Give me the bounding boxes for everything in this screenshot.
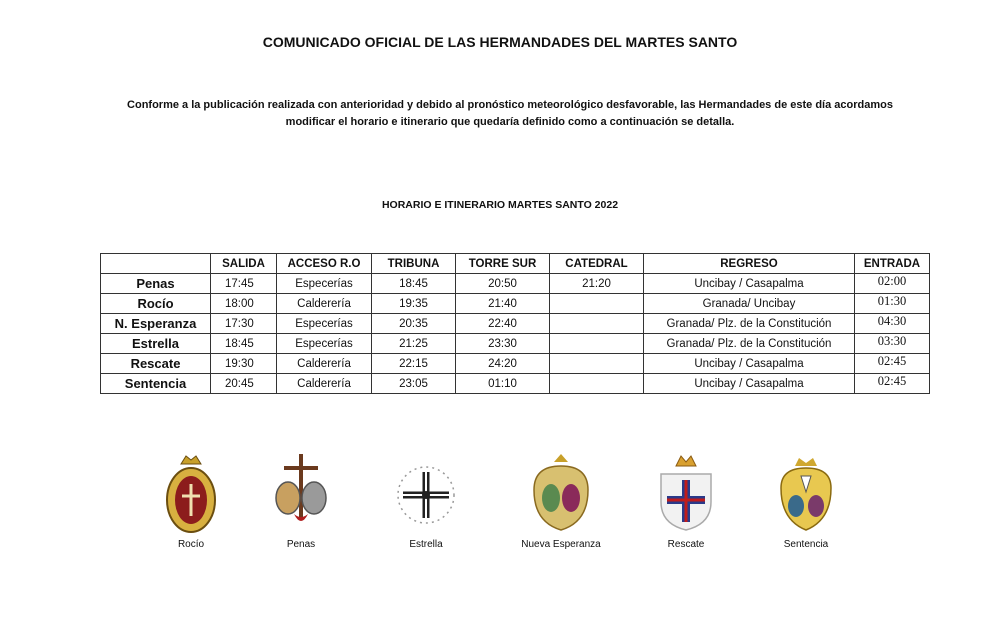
intro-paragraph (95, 97, 925, 131)
cell-tribuna: 21:25 (372, 334, 456, 354)
cell-entrada: 02:45 (855, 374, 930, 394)
cell-tribuna: 18:45 (372, 274, 456, 294)
header-catedral: CATEDRAL (550, 254, 644, 274)
cell-acceso: Especerías (277, 314, 372, 334)
crest-nueva-esperanza (501, 450, 621, 550)
cell-name: Rescate (101, 354, 211, 374)
cell-tribuna: 20:35 (372, 314, 456, 334)
table-row (101, 314, 930, 334)
table-row (101, 354, 930, 374)
crests-row (0, 450, 1000, 570)
cell-name: Penas (101, 274, 211, 294)
sentencia-crest-icon (771, 450, 841, 535)
cell-salida: 17:45 (211, 274, 277, 294)
cell-regreso: Uncibay / Casapalma (644, 374, 855, 394)
cell-acceso: Especerías (277, 274, 372, 294)
cell-tribuna: 22:15 (372, 354, 456, 374)
page-title: COMUNICADO OFICIAL DE LAS HERMANDADES DEL MARTES SANTO (262, 34, 738, 50)
cell-entrada: 03:30 (855, 334, 930, 354)
header-entrada: ENTRADA (855, 254, 930, 274)
cell-regreso: Granada/ Plz. de la Constitución (644, 314, 855, 334)
cell-torre: 23:30 (456, 334, 550, 354)
cell-salida: 18:45 (211, 334, 277, 354)
crest-label: Rescate (667, 539, 705, 550)
cell-entrada: 04:30 (855, 314, 930, 334)
cell-entrada: 02:45 (855, 354, 930, 374)
cell-regreso: Uncibay / Casapalma (644, 354, 855, 374)
cell-acceso: Calderería (277, 354, 372, 374)
schedule-subtitle: HORARIO E ITINERARIO MARTES SANTO 2022 (381, 199, 619, 211)
cell-name: N. Esperanza (101, 314, 211, 334)
header-torre-sur: TORRE SUR (456, 254, 550, 274)
table-row (101, 294, 930, 314)
cell-regreso: Granada/ Plz. de la Constitución (644, 334, 855, 354)
rescate-crest-icon (651, 450, 721, 535)
cell-torre: 20:50 (456, 274, 550, 294)
cell-catedral: 21:20 (550, 274, 644, 294)
crest-rocio (131, 450, 251, 550)
header-regreso: REGRESO (644, 254, 855, 274)
cell-torre: 24:20 (456, 354, 550, 374)
cell-torre: 22:40 (456, 314, 550, 334)
cell-salida: 17:30 (211, 314, 277, 334)
table-row (101, 274, 930, 294)
cell-entrada: 01:30 (855, 294, 930, 314)
rocio-crest-icon (156, 450, 226, 535)
header-salida: SALIDA (211, 254, 277, 274)
intro-line-1: Conforme a la publicación realizada con anterioridad y debido al pronóstico meteorológico desfavorable, las Hermandades de este día acordamos (127, 99, 893, 111)
crest-label: Rocío (177, 539, 205, 550)
cell-regreso: Uncibay / Casapalma (644, 274, 855, 294)
crest-label: Penas (286, 539, 316, 550)
cell-catedral (550, 314, 644, 334)
cell-catedral (550, 354, 644, 374)
table-header-row (101, 254, 930, 274)
cell-entrada: 02:00 (855, 274, 930, 294)
crest-estrella (366, 450, 486, 550)
crest-label: Sentencia (783, 539, 829, 550)
cell-tribuna: 19:35 (372, 294, 456, 314)
cell-name: Estrella (101, 334, 211, 354)
cell-tribuna: 23:05 (372, 374, 456, 394)
header-acceso: ACCESO R.O (277, 254, 372, 274)
intro-line-2: modificar el horario e itinerario que quedaría definido como a continuación se detalla. (285, 116, 735, 128)
crest-label: Estrella (409, 539, 443, 550)
crest-sentencia (746, 450, 866, 550)
cell-salida: 20:45 (211, 374, 277, 394)
cell-name: Sentencia (101, 374, 211, 394)
schedule-table (100, 253, 930, 394)
cell-catedral (550, 334, 644, 354)
cell-catedral (550, 374, 644, 394)
estrella-crest-icon (391, 450, 461, 535)
crest-label: Nueva Esperanza (521, 539, 601, 550)
crest-rescate (626, 450, 746, 550)
cell-salida: 18:00 (211, 294, 277, 314)
cell-regreso: Granada/ Uncibay (644, 294, 855, 314)
header-blank (101, 254, 211, 274)
cell-catedral (550, 294, 644, 314)
penas-crest-icon (266, 450, 336, 535)
cell-acceso: Calderería (277, 294, 372, 314)
table-row (101, 334, 930, 354)
cell-torre: 21:40 (456, 294, 550, 314)
table-row (101, 374, 930, 394)
cell-acceso: Calderería (277, 374, 372, 394)
nueva-esperanza-crest-icon (526, 450, 596, 535)
cell-salida: 19:30 (211, 354, 277, 374)
header-tribuna: TRIBUNA (372, 254, 456, 274)
cell-torre: 01:10 (456, 374, 550, 394)
cell-acceso: Especerías (277, 334, 372, 354)
crest-penas (241, 450, 361, 550)
cell-name: Rocío (101, 294, 211, 314)
